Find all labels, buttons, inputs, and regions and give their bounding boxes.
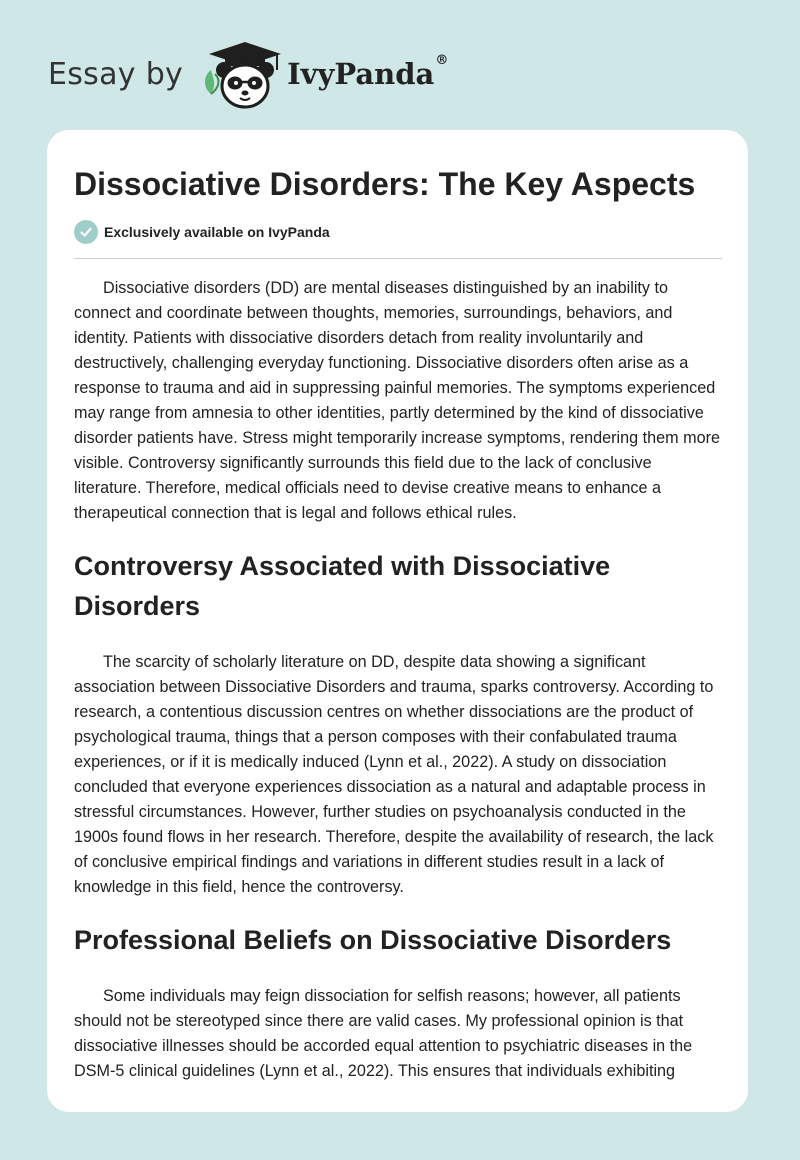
check-icon	[74, 220, 98, 244]
page-title: Dissociative Disorders: The Key Aspects	[74, 166, 696, 202]
essay-card	[47, 130, 748, 1112]
section-paragraph-controversy: The scarcity of scholarly literature on DD, despite data showing a significant association between Dissociative Disorders and trauma, sparks controversy. According to research, a contentious discussion centres on whether dissociations are the product of psychological trauma, things that a person composes with their confabulated trauma experiences, or if it is medically induced (Lynn et al., 2022). A study on dissociation concluded that everyone experiences dissociation as a natural and adaptable process in stressful circumstances. However, further studies on psychoanalysis conducted in the 1900s found flows in her research. Therefore, despite the availability of research, the lack of conclusive empirical findings and variations in different studies result in a lack of knowledge in this field, hence the controversy.	[74, 653, 714, 896]
panda-graduate-icon[interactable]	[197, 36, 283, 112]
exclusive-badge-text: Exclusively available on IvyPanda	[104, 224, 330, 240]
exclusive-badge	[74, 220, 722, 244]
title-divider	[74, 258, 722, 259]
registered-mark: ®	[435, 53, 449, 68]
essay-by-label: Essay by	[48, 56, 184, 92]
section-paragraph-professional-beliefs: Some individuals may feign dissociation for selfish reasons; however, all patients should not be stereotyped since there are valid cases. My professional opinion is that dissociative illnesses should be accorded equal attention to psychiatric diseases in the DSM-5 clinical guidelines (Lynn et al., 2022). This ensures that individuals exhibiting	[74, 987, 693, 1080]
intro-paragraph: Dissociative disorders (DD) are mental diseases distinguished by an inability to connect and coordinate between thoughts, memories, surroundings, behaviors, and identity. Patients with dissociative disorders detach from reality involuntarily and destructively, challenging everyday functioning. Dissociative disorders often arise as a response to trauma and aid in suppressing painful memories. The symptoms experienced may range from amnesia to other identities, partly determined by the kind of dissociative disorder patients have. Stress might temporarily increase symptoms, rendering them more visible. Controversy significantly surrounds this field due to the lack of conclusive literature. Therefore, medical officials need to devise creative means to enhance a therapeutical connection that is legal and follows ethical rules.	[74, 279, 720, 522]
section-heading-controversy: Controversy Associated with Dissociative Disorders	[74, 551, 611, 621]
brand-name[interactable]: IvyPanda®	[287, 53, 449, 91]
section-heading-professional-beliefs: Professional Beliefs on Dissociative Disorders	[74, 925, 672, 955]
site-header	[48, 34, 448, 114]
